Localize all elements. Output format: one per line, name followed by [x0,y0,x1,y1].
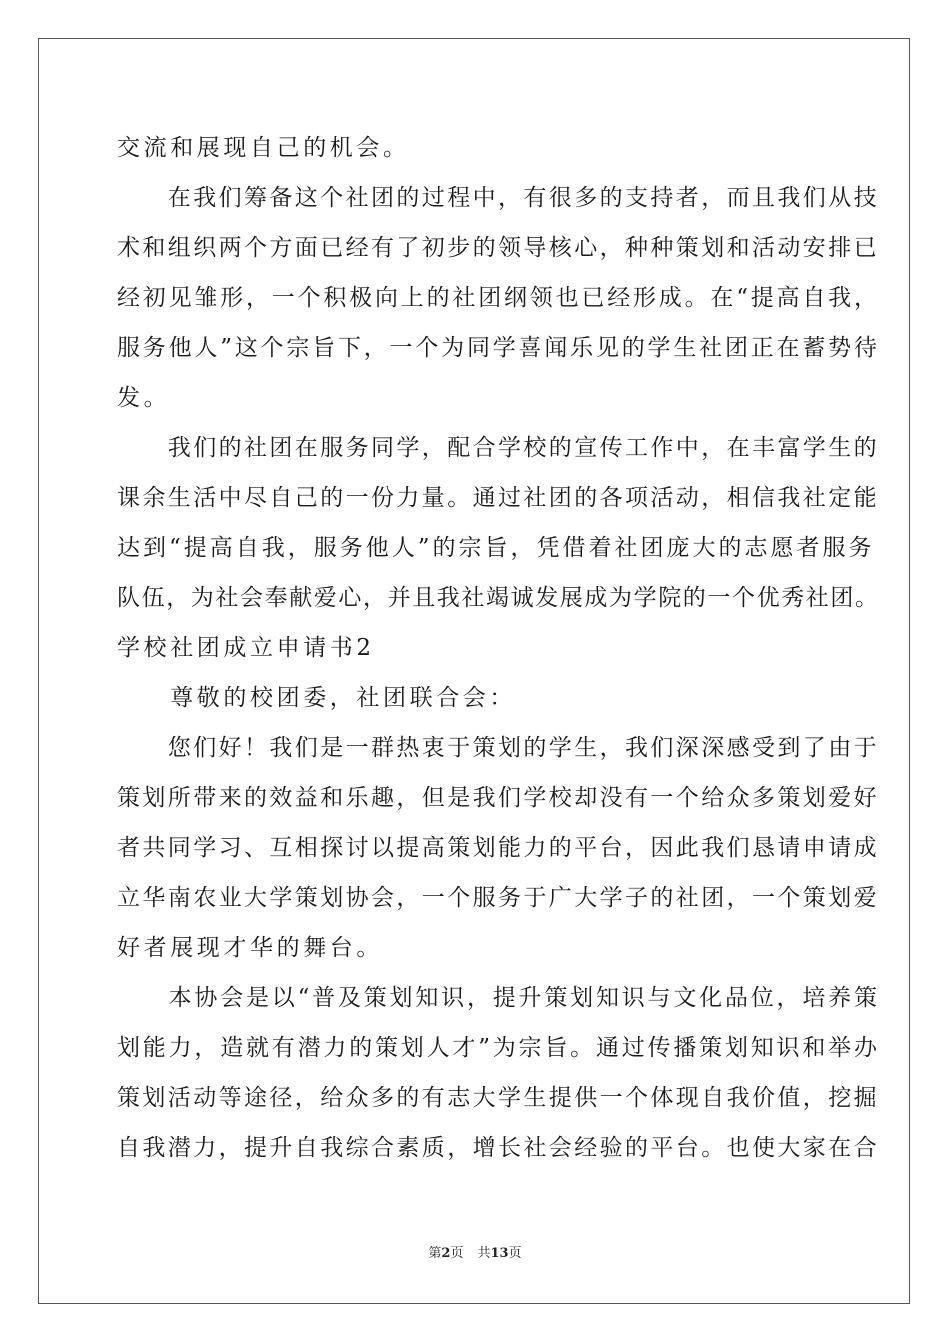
total-pages: 13 [490,1246,509,1261]
total-prefix: 共 [477,1246,491,1261]
text-line: 策划所带来的效益和乐趣，但是我们学校却没有一个给众多策划爱好 [117,785,879,811]
text-line: 者共同学习、互相探讨以提高策划能力的平台，因此我们恳请申请成 [117,835,879,861]
text-line: 立华南农业大学策划协会，一个服务于广大学子的社团，一个策划爱 [117,885,879,911]
page-suffix: 页 [450,1246,464,1261]
text-line: 队伍，为社会奉献爱心，并且我社竭诚发展成为学院的一个优秀社团。 [117,585,880,611]
text-line: 好者展现才华的舞台。 [117,935,383,961]
text-line: 在我们筹备这个社团的过程中，有很多的支持者，而且我们从技 [117,185,879,211]
text-line: 达到“提高自我，服务他人”的宗旨，凭借着社团庞大的志愿者服务 [117,535,875,561]
text-line: 服务他人”这个宗旨下，一个为同学喜闻乐见的学生社团正在蓄势待 [117,335,880,361]
text-line: 策划活动等途径，给众多的有志大学生提供一个体现自我价值，挖掘 [117,1085,879,1111]
page-footer [0,1246,950,1262]
text-line: 我们的社团在服务同学，配合学校的宣传工作中，在丰富学生的 [117,435,879,461]
page-prefix: 第 [428,1246,442,1261]
text-line: 本协会是以“普及策划知识，提升策划知识与文化品位，培养策 [117,985,880,1011]
text-line: 发。 [117,385,171,411]
text-line: 术和组织两个方面已经有了初步的领导核心，种种策划和活动安排已 [117,235,879,261]
text-line: 您们好！我们是一群热衷于策划的学生，我们深深感受到了由于 [117,735,879,761]
section-title: 学校社团成立申请书2 [117,635,375,661]
text-line: 自我潜力，提升自我综合素质，增长社会经验的平台。也使大家在合 [117,1135,879,1161]
text-line: 划能力，造就有潜力的策划人才”为宗旨。通过传播策划知识和举办 [117,1035,880,1061]
salutation: 尊敬的校团委，社团联合会： [117,685,516,711]
page-number: 2 [441,1246,451,1261]
page-border [38,38,910,1304]
text-line: 经初见雏形，一个积极向上的社团纲领也已经形成。在“提高自我， [117,285,880,311]
total-suffix: 页 [508,1246,522,1261]
text-line: 课余生活中尽自己的一份力量。通过社团的各项活动，相信我社定能 [117,485,879,511]
text-line: 交流和展现自己的机会。 [117,135,410,161]
